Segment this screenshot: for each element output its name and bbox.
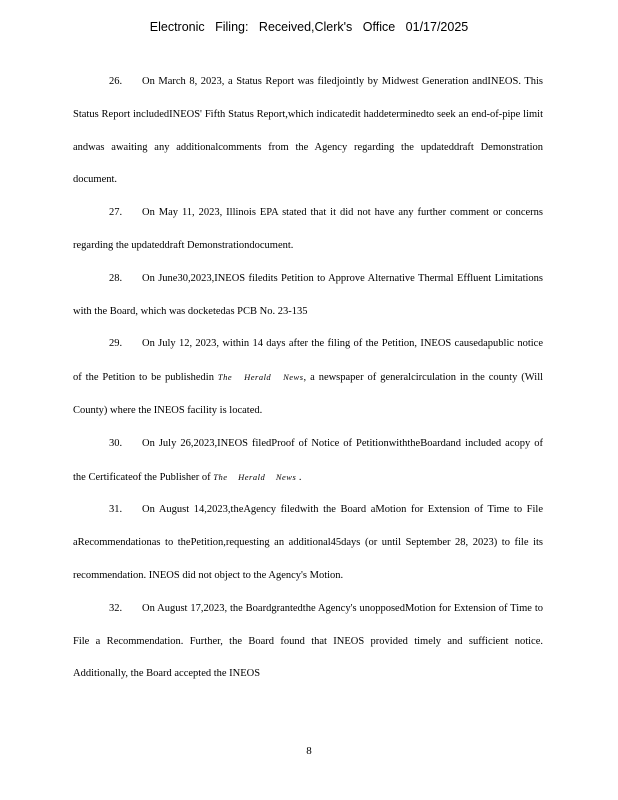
paragraph-text-continued: . <box>298 471 302 483</box>
paragraph-number: 30. <box>109 437 123 449</box>
paragraph-text: On June30,2023,INEOS filedits Petition to Approve Alternative Thermal Effluent Limitations with the Board, which was docketedas PCB No. 23-135 <box>73 272 543 317</box>
paragraph-30 <box>73 428 543 495</box>
publication-title: The Herald News <box>213 471 297 482</box>
paragraph-text-continued: , a newspaper of generalcirculation in the county (Will County) where the INEOS facility is located. <box>73 372 544 416</box>
paragraph-28 <box>73 263 543 329</box>
paragraph-32 <box>73 593 543 691</box>
paragraph-number: 26. <box>109 76 123 87</box>
paragraph-text: On August 17,2023, the Boardgrantedthe Agency's unopposedMotion for Extension of Time to File a Recommendation. Further, the Board found that INEOS provided timely and sufficient notice. Additionally, the Board accepted the INEOS <box>73 602 543 680</box>
paragraph-text: On March 8, 2023, a Status Report was filedjointly by Midwest Generation andINEOS. This Status Report includedINEOS' Fifth Status Report,which indicatedit haddeterminedto seek an end-of-pipe limit andwas awaiting any additionalcomments from the Agency regarding the updateddraft Demonstration document. <box>73 76 543 186</box>
paragraph-26 <box>73 66 543 197</box>
paragraph-text: On July 26,2023,INEOS filedProof of Notice of PetitionwiththeBoardand included acopy of the Certificateof the Publisher of <box>73 437 543 483</box>
paragraph-29 <box>73 328 543 427</box>
paragraph-number: 32. <box>109 602 123 614</box>
paragraph-27 <box>73 197 543 263</box>
page-number-text: 8 <box>306 745 312 757</box>
document-body <box>73 66 543 691</box>
paragraph-text: On May 11, 2023, Illinois EPA stated that it did not have any further comment or concerns regarding the updateddraft Demonstrationdocument. <box>73 207 543 251</box>
paragraph-number: 29. <box>109 338 123 350</box>
page-number <box>0 745 618 757</box>
paragraph-31 <box>73 494 543 592</box>
paragraph-number: 31. <box>109 504 123 516</box>
publication-title: The Herald News <box>217 372 304 383</box>
paragraph-text: On August 14,2023,theAgency filedwith the Board aMotion for Extension of Time to File aRecommendationas to thePetition,requesting an additional45days (or until September 28, 2023) to file its recommendation. INEOS did not object to the Agency's Motion. <box>73 504 543 581</box>
filing-header-text: Electronic Filing: Received,Clerk's Office 01/17/2025 <box>149 20 469 34</box>
filing-header <box>0 20 618 34</box>
paragraph-number: 28. <box>109 272 123 284</box>
paragraph-text: On July 12, 2023, within 14 days after the filing of the Petition, INEOS causedapublic notice of the Petition to be publishedin <box>73 338 543 384</box>
paragraph-number: 27. <box>109 207 123 219</box>
